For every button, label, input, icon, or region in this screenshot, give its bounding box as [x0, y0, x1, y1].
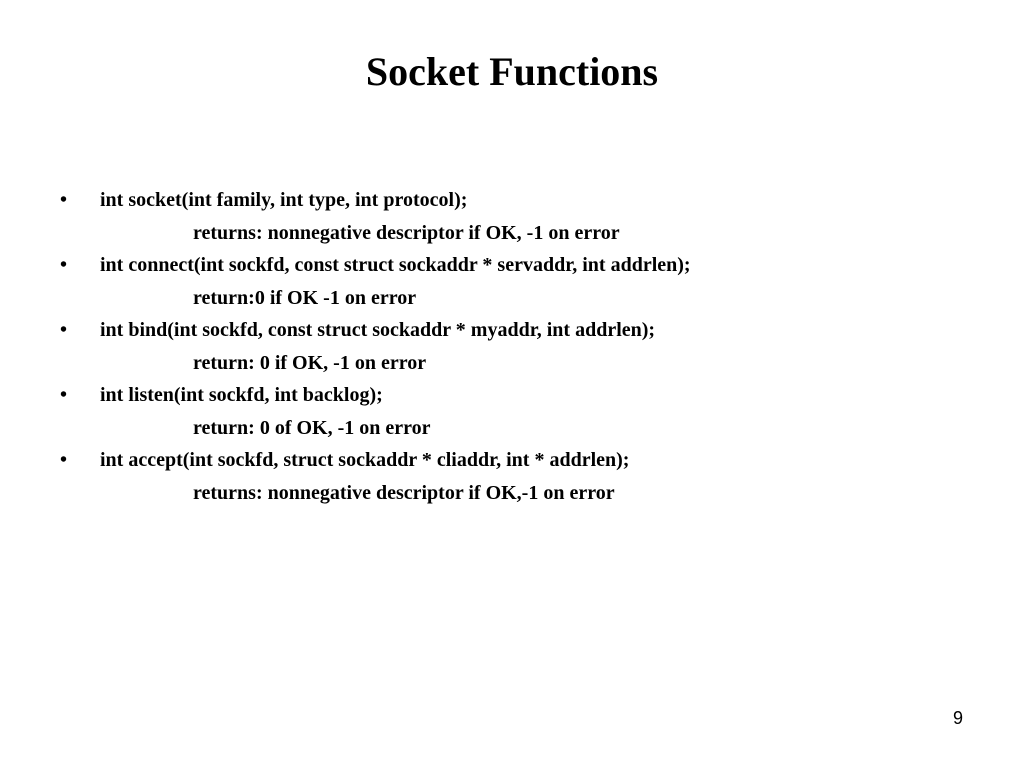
- return-description: return:0 if OK -1 on error: [193, 287, 417, 309]
- bullet-item-connect: [60, 248, 1000, 313]
- return-description: return: 0 if OK, -1 on error: [193, 352, 427, 374]
- bullet-icon: •: [60, 319, 68, 341]
- return-description: return: 0 of OK, -1 on error: [193, 417, 431, 439]
- bullet-icon: •: [60, 384, 68, 406]
- bullet-item-bind: [60, 313, 1000, 378]
- function-signature: int listen(int sockfd, int backlog);: [100, 384, 383, 406]
- function-signature: int accept(int sockfd, struct sockaddr * cliaddr, int * addrlen);: [100, 449, 630, 471]
- bullet-list: [60, 183, 1000, 508]
- bullet-item-socket: [60, 183, 1000, 248]
- function-signature: int socket(int family, int type, int protocol);: [100, 189, 468, 211]
- page-number: 9: [952, 708, 963, 728]
- bullet-icon: •: [60, 189, 68, 211]
- bullet-icon: •: [60, 449, 68, 471]
- bullet-item-accept: [60, 443, 1000, 508]
- bullet-item-listen: [60, 378, 1000, 443]
- slide-title: Socket Functions: [365, 49, 659, 94]
- return-description: returns: nonnegative descriptor if OK, -1 on error: [193, 222, 620, 244]
- function-signature: int bind(int sockfd, const struct sockaddr * myaddr, int addrlen);: [100, 319, 656, 341]
- bullet-icon: •: [60, 254, 68, 276]
- function-signature: int connect(int sockfd, const struct sockaddr * servaddr, int addrlen);: [100, 254, 691, 276]
- return-description: returns: nonnegative descriptor if OK,-1 on error: [193, 482, 615, 504]
